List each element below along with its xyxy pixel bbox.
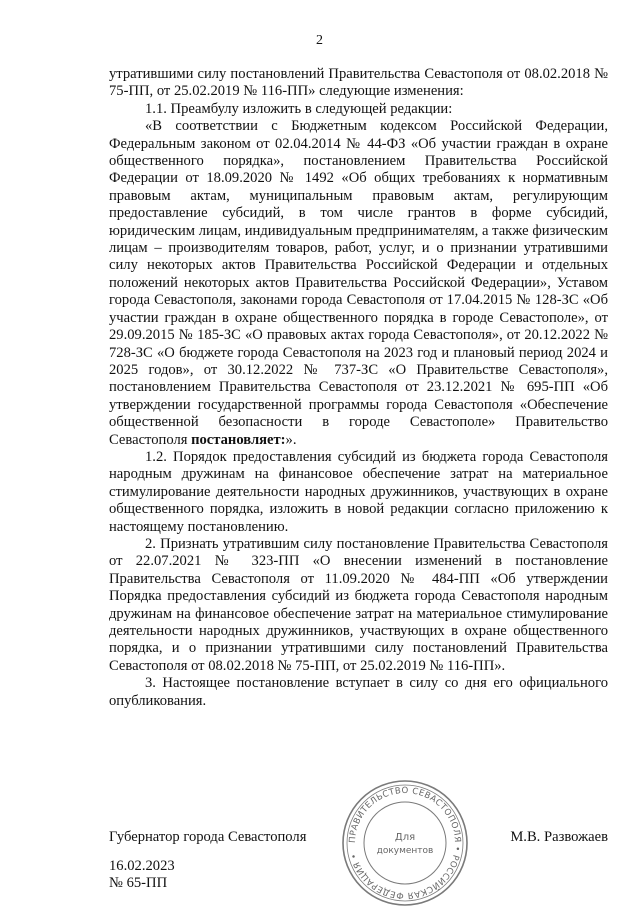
continuation-paragraph: утратившими силу постановлений Правительства Севастополя от 08.02.2018 № 75-ПП, от 25.02.2019 № 116-ПП» следующие изменения:	[109, 66, 608, 100]
preamble-paragraph	[109, 118, 608, 449]
signatory-name: М.В. Развожаев	[510, 829, 608, 845]
official-seal-stamp	[340, 778, 470, 908]
item-1-2-paragraph: 1.2. Порядок предоставления субсидий из бюджета города Севастополя народным дружинам на финансовое обеспечение затрат на материальное стимулирование деятельности народных дружинников, участвующих в охране общественного порядка, изложить в новой редакции согласно приложению к настоящему постановлению.	[109, 448, 608, 535]
svg-text:ПРАВИТЕЛЬСТВО СЕВАСТОПОЛЯ • РО	[348, 786, 462, 900]
item-2-paragraph: 2. Признать утратившим силу постановление Правительства Севастополя от 22.07.2021 № 323-ПП «О внесении изменений в постановление Правительства Севастополя от 11.09.2020 № 484-ПП «Об утверждении Порядка предоставления субсидий из бюджета города Севастополя народным дружинам на финансовое обеспечение затрат на материальное стимулирование деятельности народных дружинников, участвующих в охране общественного порядка, и о признании утратившими силу постановлений Правительства Севастополя от 08.02.2018 № 75-ПП, от 25.02.2019 № 116-ПП».	[109, 535, 608, 674]
document-date: 16.02.2023	[109, 858, 175, 874]
signatory-title: Губернатор города Севастополя	[109, 829, 307, 845]
document-number: № 65-ПП	[109, 875, 168, 892]
page-number: 2	[316, 33, 323, 48]
document-body	[109, 66, 608, 710]
seal-outer-text: ПРАВИТЕЛЬСТВО СЕВАСТОПОЛЯ • РОССИЙСКАЯ ФЕДЕРАЦИЯ •	[347, 785, 463, 901]
document-date-block	[109, 858, 175, 893]
item-3-paragraph: 3. Настоящее постановление вступает в силу со дня его официального опубликования.	[109, 675, 608, 709]
seal-center-line1: Для	[394, 832, 416, 843]
preamble-end: ».	[285, 431, 297, 448]
preamble-bold-text: постановляет:	[191, 431, 286, 448]
preamble-text: «В соответствии с Бюджетным кодексом Российской Федерации, Федеральным законом от 02.04.2014 № 44-ФЗ «Об участии граждан в охране общественного порядка», постановлением Правительства Российской Федерации от 18.09.2020 № 1492 «Об общих требованиях к нормативным правовым актам, муниципальным правовым актам, регулирующим предоставление субсидий, в том числе грантов в форме субсидий, юридическим лицам, индивидуальным предпринимателям, а также физическим лицам – производителям товаров, работ, услуг, и о признании утратившими силу некоторых актов Правительства Российской Федерации и отдельных положений некоторых актов Правительства Российской Федерации», Уставом города Севастополя, законами города Севастополя от 17.04.2015 № 128-ЗС «Об участии граждан в охране общественного порядка в городе Севастополе», от 29.09.2015 № 185-ЗС «О правовых актах города Севастополя», от 20.12.2022 № 728-ЗС «О бюджете города Севастополя на 2023 год и плановый период 2024 и 2025 годов», от 30.12.2022 № 737-ЗС «О Правительстве Севастополя», постановлением Правительства Севастополя от 23.12.2021 № 695-ПП «Об утверждении государственной программы города Севастополя «Обеспечение общественной безопасности в городе Севастополе» Правительство Севастополя	[109, 118, 608, 448]
seal-center-line2: документов	[376, 846, 434, 856]
item-1-1-paragraph: 1.1. Преамбулу изложить в следующей редакции:	[145, 100, 453, 117]
